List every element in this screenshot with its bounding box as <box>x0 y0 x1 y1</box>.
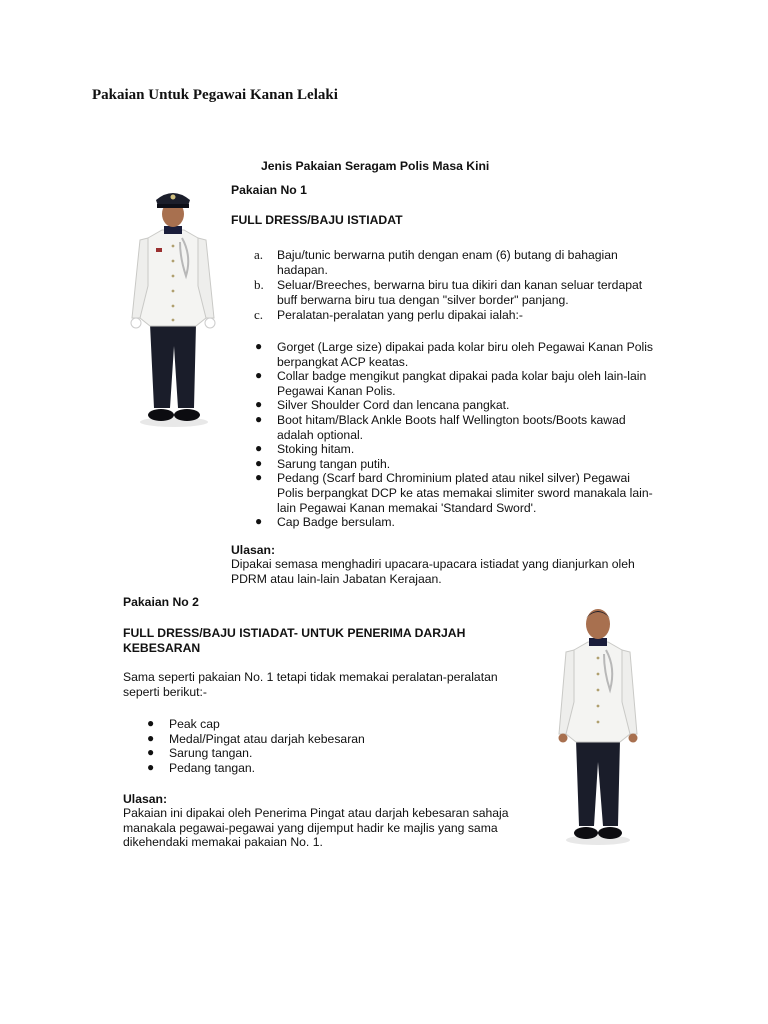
pakaian-2-excluded-list <box>146 717 506 775</box>
section-heading: Jenis Pakaian Seragam Polis Masa Kini <box>261 159 490 173</box>
page-title: Pakaian Untuk Pegawai Kanan Lelaki <box>92 87 338 103</box>
list-item: ● Stoking hitam. <box>255 441 355 457</box>
pakaian-1-heading: FULL DRESS/BAJU ISTIADAT <box>231 213 403 227</box>
list-item: ● Gorget (Large size) dipakai pada kolar biru oleh Pegawai Kanan Polis berpangkat ACP keatas. <box>255 339 654 369</box>
list-item: ● Pedang tangan. <box>147 759 256 775</box>
pakaian-1-note-text: Dipakai semasa menghadiri upacara-upacara istiadat yang dianjurkan oleh PDRM atau lain-lain Jabatan Kerajaan. <box>231 557 635 586</box>
list-item: ● Pedang (Scarf bard Chrominium plated atau nikel silver) Pegawai Polis berpangkat DCP ke atas memakai slimiter sword manakala lain-lain Pegawai Kanan memakai 'Standard Sword'. <box>255 470 653 515</box>
pakaian-2-intro: Sama seperti pakaian No. 1 tetapi tidak memakai peralatan-peralatan seperti berikut:- <box>123 670 498 699</box>
list-item: ● Medal/Pingat atau darjah kebesaran <box>147 730 365 746</box>
pakaian-1-equipment-list <box>254 340 654 530</box>
list-item: ● Cap Badge bersulam. <box>255 514 395 530</box>
list-item: ● Silver Shoulder Cord dan lencana pangkat. <box>255 397 510 413</box>
pakaian-1-label: Pakaian No 1 <box>231 183 307 197</box>
list-item: b. Seluar/Breeches, berwarna biru tua dikiri dan kanan seluar terdapat buff berwarna biru tua dengan "silver border" panjang. <box>254 277 643 307</box>
list-item: c. Peralatan-peralatan yang perlu dipakai ialah:- <box>254 307 523 323</box>
list-item: ● Sarung tangan. <box>147 745 253 761</box>
officer-darjah-recipient-photo <box>554 604 642 848</box>
pakaian-2-heading: FULL DRESS/BAJU ISTIADAT- UNTUK PENERIMA DARJAH KEBESARAN <box>123 626 466 655</box>
list-item: ● Collar badge mengikut pangkat dipakai pada kolar baju oleh lain-lain Pegawai Kanan Polis. <box>255 368 647 398</box>
pakaian-2-label: Pakaian No 2 <box>123 595 199 609</box>
list-item: ● Sarung tangan putih. <box>255 455 391 471</box>
pakaian-1-alpha-list <box>254 248 654 324</box>
list-item: a. Baju/tunic berwarna putih dengan enam (6) butang di bahagian hadapan. <box>254 247 618 277</box>
list-item: ● Boot hitam/Black Ankle Boots half Wellington boots/Boots kawad adalah optional. <box>255 411 626 442</box>
pakaian-2-note-label: Ulasan: <box>123 792 168 806</box>
pakaian-2-note-text: Pakaian ini dipakai oleh Penerima Pingat atau darjah kebesaran sahaja manakala pegawai-pegawai yang dijemput hadir ke majlis yang sama dikehendaki memakai pakaian No. 1. <box>123 806 509 850</box>
list-item: ● Peak cap <box>147 716 220 731</box>
officer-full-dress-photo <box>126 186 218 430</box>
pakaian-1-note-label: Ulasan: <box>231 543 276 557</box>
